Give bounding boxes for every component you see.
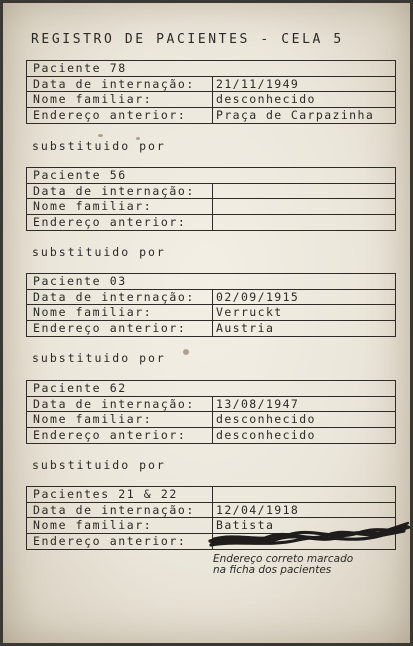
stain — [98, 134, 103, 137]
admission-row — [27, 397, 395, 413]
admission-value — [213, 184, 395, 199]
previous-address-row — [27, 428, 395, 444]
patient-record — [26, 380, 396, 444]
admission-value: 02/09/1915 — [216, 289, 300, 304]
handwritten-note-line: Endereço correto marcado — [213, 553, 354, 565]
admission-value: 12/04/1918 — [216, 502, 300, 517]
previous-address-label: Endereço anterior: — [27, 215, 213, 231]
patient-record — [26, 167, 396, 231]
substituted-by-text: substituido por — [32, 245, 166, 259]
previous-address-value: Praça de Carpazinha — [216, 107, 375, 122]
substituted-by-text: substituido por — [32, 351, 166, 365]
scribble-redaction — [208, 521, 410, 549]
family-name-label: Nome familiar: — [27, 305, 213, 320]
patient-id: Pacientes 21 & 22 — [27, 487, 213, 502]
patient-id: Paciente 03 — [33, 274, 127, 288]
admission-label: Data de internação: — [27, 290, 213, 305]
stain — [183, 349, 189, 355]
patient-id: Paciente 78 — [33, 61, 127, 75]
previous-address-label: Endereço anterior: — [27, 321, 213, 337]
patient-record — [26, 273, 396, 337]
admission-value: 21/11/1949 — [216, 76, 300, 91]
patient-id: Paciente 62 — [33, 381, 127, 395]
admission-row — [27, 290, 395, 306]
previous-address-row — [27, 215, 395, 231]
family-name-label: Nome familiar: — [27, 199, 213, 214]
admission-row — [27, 184, 395, 200]
family-name-value: Batista — [216, 518, 275, 532]
patient-header-row — [27, 274, 395, 290]
admission-label: Data de internação: — [27, 503, 213, 518]
previous-address-label: Endereço anterior: — [27, 428, 213, 444]
family-name-row — [27, 199, 395, 215]
registry-paper — [3, 3, 410, 643]
family-name-row — [27, 92, 395, 108]
family-name-value — [213, 199, 395, 214]
family-name-label: Nome familiar: — [27, 412, 213, 427]
patient-header-row — [27, 61, 395, 77]
family-name-label: Nome familiar: — [27, 518, 213, 533]
previous-address-row — [27, 321, 395, 337]
family-name-row — [27, 305, 395, 321]
family-name-value: desconhecido — [216, 412, 316, 426]
admission-label: Data de internação: — [27, 397, 213, 412]
family-name-label: Nome familiar: — [27, 92, 213, 107]
patient-header-row — [27, 487, 395, 503]
admission-row — [27, 77, 395, 93]
page-title: REGISTRO DE PACIENTES - CELA 5 — [31, 32, 344, 47]
patient-id: Paciente 56 — [33, 168, 127, 182]
substituted-by-text: substituido por — [32, 458, 166, 472]
family-name-row — [27, 412, 395, 428]
previous-address-label: Endereço anterior: — [27, 534, 213, 550]
previous-address-value: desconhecido — [216, 427, 316, 442]
substituted-by-text: substituido por — [32, 139, 166, 153]
admission-row — [27, 503, 395, 519]
previous-address-value — [213, 215, 395, 231]
previous-address-value: Austria — [216, 320, 275, 335]
admission-label: Data de internação: — [27, 77, 213, 92]
handwritten-note-line: na ficha dos pacientes — [213, 564, 332, 576]
patient-header-row — [27, 168, 395, 184]
patient-record — [26, 60, 396, 124]
patient-header-empty-cell — [213, 487, 395, 502]
family-name-value: Verruckt — [216, 305, 283, 319]
family-name-value: desconhecido — [216, 92, 316, 106]
previous-address-row — [27, 108, 395, 124]
admission-label: Data de internação: — [27, 184, 213, 199]
previous-address-label: Endereço anterior: — [27, 108, 213, 124]
patient-header-row — [27, 381, 395, 397]
admission-value: 13/08/1947 — [216, 396, 300, 411]
